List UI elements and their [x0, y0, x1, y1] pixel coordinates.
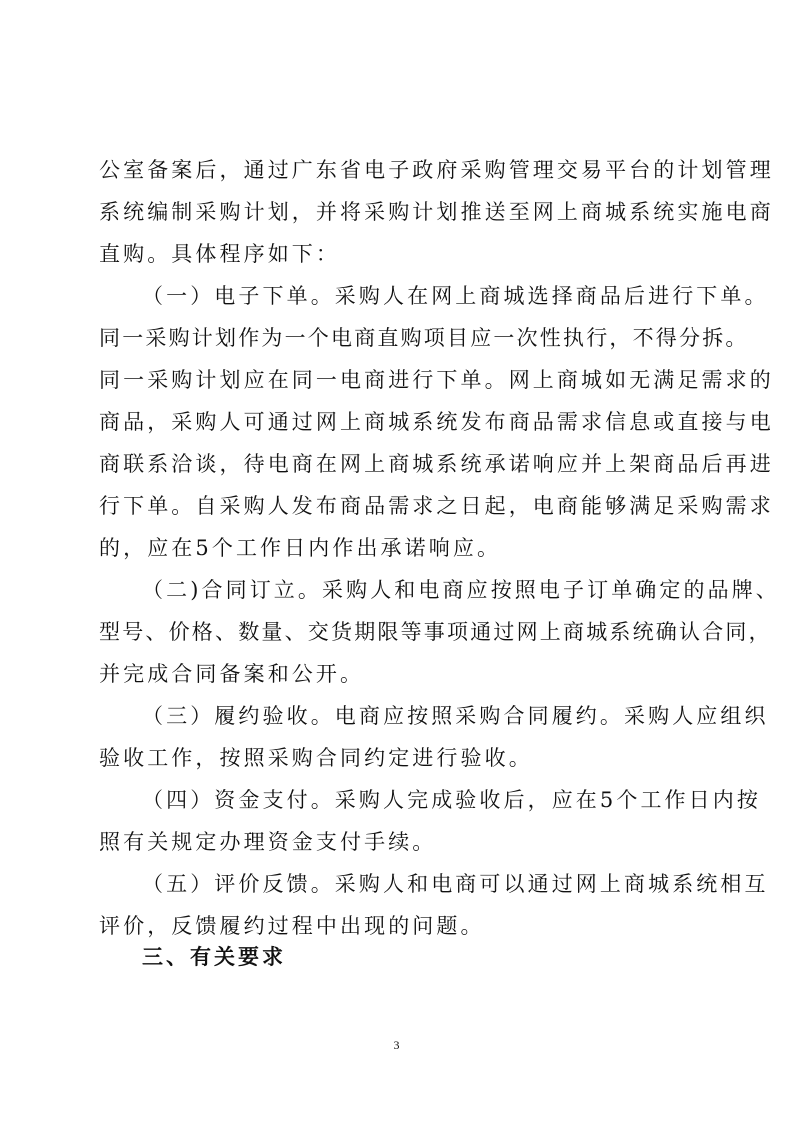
- paragraph-line: 系统编制采购计划，并将采购计划推送至网上商城系统实施电商: [99, 200, 774, 224]
- section-heading: 三、有关要求: [142, 945, 286, 969]
- paragraph-line: 的，应在5个工作日内作出承诺响应。: [99, 536, 502, 560]
- paragraph-line: 并完成合同备案和公开。: [99, 662, 365, 686]
- paragraph-line: 验收工作，按照采购合同约定进行验收。: [99, 746, 533, 770]
- paragraph-line: 行下单。自采购人发布商品需求之日起，电商能够满足采购需求: [99, 494, 774, 518]
- paragraph-line: （四）资金支付。采购人完成验收后，应在5个工作日内按: [142, 788, 761, 812]
- paragraph-line: （二)合同订立。采购人和电商应按照电子订单确定的品牌、: [142, 578, 780, 602]
- paragraph-line: 评价，反馈履约过程中出现的问题。: [99, 914, 485, 938]
- paragraph-line: 公室备案后，通过广东省电子政府采购管理交易平台的计划管理: [99, 158, 774, 182]
- paragraph-line: 同一采购计划作为一个电商直购项目应一次性执行，不得分拆。: [99, 326, 749, 350]
- paragraph-line: 直购。具体程序如下：: [99, 242, 340, 266]
- paragraph-line: 商联系洽谈，待电商在网上商城系统承诺响应并上架商品后再进: [99, 452, 774, 476]
- page-number: 3: [393, 1038, 400, 1052]
- paragraph-line: 同一采购计划应在同一电商进行下单。网上商城如无满足需求的: [99, 368, 774, 392]
- paragraph-line: 商品，采购人可通过网上商城系统发布商品需求信息或直接与电: [99, 410, 774, 434]
- paragraph-line: 照有关规定办理资金支付手续。: [99, 830, 437, 854]
- paragraph-line: （一）电子下单。采购人在网上商城选择商品后进行下单。: [142, 284, 769, 308]
- paragraph-line: 型号、价格、数量、交货期限等事项通过网上商城系统确认合同，: [99, 620, 772, 644]
- paragraph-line: （三）履约验收。电商应按照采购合同履约。采购人应组织: [142, 704, 769, 728]
- paragraph-line: （五）评价反馈。采购人和电商可以通过网上商城系统相互: [142, 872, 769, 896]
